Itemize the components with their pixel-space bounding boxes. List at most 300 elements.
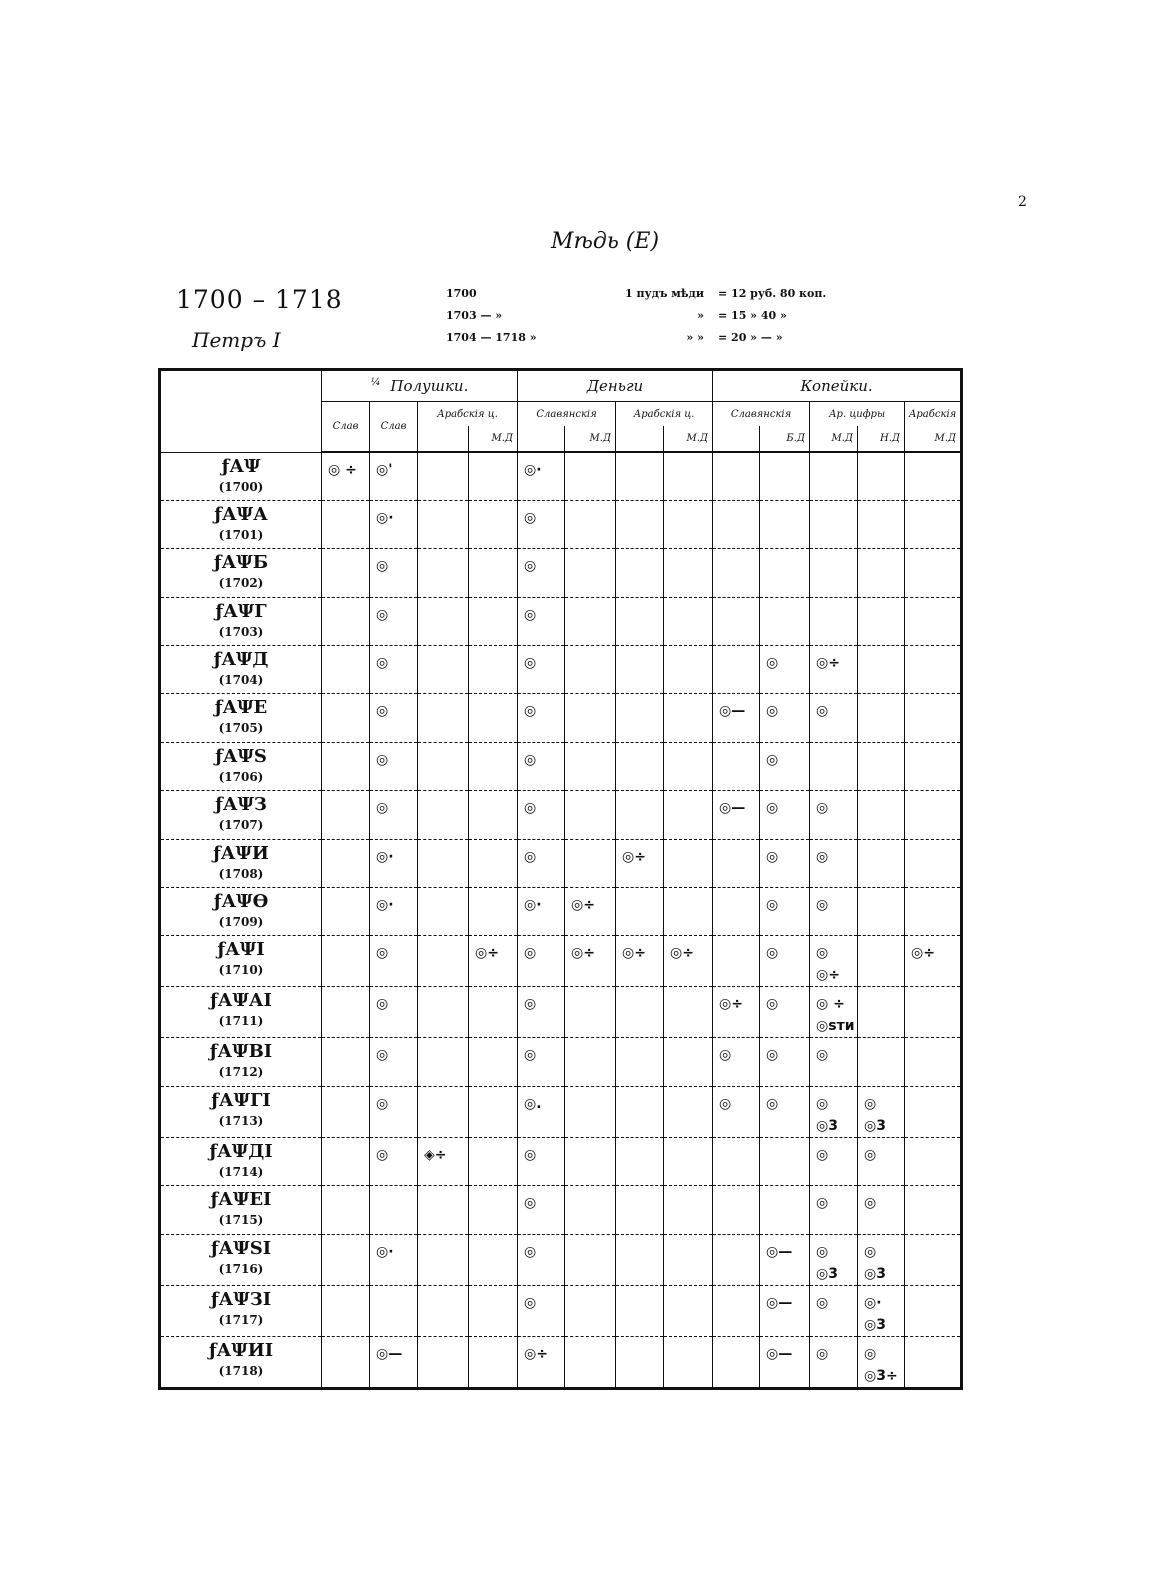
year-arabic: (1707) [218, 818, 264, 833]
coin-cell [322, 1038, 370, 1086]
coin-cell [616, 1137, 664, 1185]
coin-mark: ◎÷ [719, 996, 743, 1013]
coin-cell [810, 500, 858, 548]
coin-cell [760, 452, 810, 500]
legend-unit: » [697, 309, 704, 322]
year-slavonic: ƒАΨАІ [210, 990, 272, 1012]
coin-cell [565, 888, 616, 936]
subheader-dengi-arab-md: М.Д [664, 426, 713, 452]
coin-cell [905, 791, 962, 839]
coin-cell [418, 1186, 469, 1234]
coin-cell [905, 1234, 962, 1285]
coin-cell [616, 1038, 664, 1086]
year-slavonic: ƒАΨЕ [214, 697, 268, 719]
coin-cell [469, 646, 518, 694]
year-slavonic: ƒАΨБ [213, 552, 269, 574]
coin-cell [760, 1234, 810, 1285]
year-cell [160, 742, 322, 790]
year-cell [160, 791, 322, 839]
coin-mark: ◎ [766, 800, 779, 817]
coin-cell [810, 987, 858, 1038]
coin-mark: ◎— [766, 1243, 793, 1260]
year-arabic: (1710) [218, 963, 264, 978]
coin-cell [469, 1234, 518, 1285]
coin-mark: ◎ [524, 751, 537, 768]
coin-cell [565, 694, 616, 742]
coin-cell [858, 839, 905, 887]
coin-mark: ◎ [864, 1095, 877, 1112]
coin-cell [713, 1086, 760, 1137]
period-range: 1700 – 1718 [176, 285, 343, 314]
coin-cell [518, 791, 565, 839]
coin-cell [664, 549, 713, 597]
coin-cell [810, 1038, 858, 1086]
coin-mark: ◎— [376, 1345, 403, 1362]
coin-mark: ◎ [524, 1294, 537, 1311]
year-slavonic: ƒАΨИІ [208, 1339, 274, 1361]
coin-mark: ◎3 [864, 1117, 887, 1134]
coin-mark: ◎3 [864, 1316, 887, 1333]
coin-mark: ◎ [766, 945, 779, 962]
coin-cell [322, 1137, 370, 1185]
coin-cell [713, 1038, 760, 1086]
coin-cell [858, 1336, 905, 1388]
coin-mark: ◎ [816, 1047, 829, 1064]
coin-cell [713, 742, 760, 790]
coin-mark: ◎— [719, 703, 746, 720]
coin-mark: ◎÷ [670, 945, 694, 962]
coin-cell [370, 936, 418, 987]
coin-cell [322, 1086, 370, 1137]
coin-mark: ◎÷ [571, 897, 595, 914]
coin-cell [469, 987, 518, 1038]
coin-cell [760, 549, 810, 597]
table-row [160, 452, 962, 500]
coin-cell [760, 646, 810, 694]
coin-cell [322, 791, 370, 839]
coin-mark: ◎ [766, 996, 779, 1013]
coin-cell [518, 500, 565, 548]
coin-cell [760, 597, 810, 645]
coin-cell [664, 791, 713, 839]
coin-cell [322, 646, 370, 694]
coin-cell [713, 1234, 760, 1285]
year-arabic: (1709) [218, 915, 264, 930]
coin-cell [565, 646, 616, 694]
year-arabic: (1705) [218, 721, 264, 736]
table-row [160, 742, 962, 790]
coin-cell [469, 839, 518, 887]
coin-cell [565, 1285, 616, 1336]
year-cell [160, 839, 322, 887]
coin-cell [418, 646, 469, 694]
coin-cell [858, 1137, 905, 1185]
year-slavonic: ƒАΨѲ [213, 891, 269, 913]
coin-cell [905, 597, 962, 645]
legend-period: 1704 — 1718 » [446, 331, 537, 344]
coin-mark: ◎ [524, 996, 537, 1013]
coin-cell [616, 1086, 664, 1137]
coin-cell [664, 694, 713, 742]
coin-mark: ◎ [524, 945, 537, 962]
coin-cell [370, 500, 418, 548]
year-cell [160, 500, 322, 548]
coin-cell [322, 1186, 370, 1234]
coin-cell [858, 1285, 905, 1336]
year-arabic: (1706) [218, 769, 264, 784]
table-row [160, 1336, 962, 1388]
legend-value: = 12 руб. 80 коп. [718, 287, 827, 300]
coin-cell [518, 936, 565, 987]
table-body [160, 452, 962, 1388]
coin-mark: ◎ [376, 1095, 389, 1112]
coin-cell [760, 1285, 810, 1336]
coin-table [158, 368, 963, 1390]
coin-cell [518, 646, 565, 694]
table-row [160, 1285, 962, 1336]
coin-mark: ◎ [816, 897, 829, 914]
coin-mark: ◎· [376, 848, 394, 865]
coin-cell [616, 888, 664, 936]
coin-cell [518, 1038, 565, 1086]
coin-cell [858, 597, 905, 645]
coin-cell [905, 1137, 962, 1185]
coin-cell [810, 1137, 858, 1185]
table-header [160, 370, 962, 453]
coin-cell [469, 1038, 518, 1086]
coin-cell [713, 549, 760, 597]
coin-cell [713, 791, 760, 839]
coin-cell [565, 936, 616, 987]
coin-cell [858, 888, 905, 936]
coin-cell [905, 1086, 962, 1137]
coin-mark: ◎— [766, 1294, 793, 1311]
coin-cell [418, 1234, 469, 1285]
year-slavonic: ƒАΨЗ [215, 794, 267, 816]
coin-cell [565, 839, 616, 887]
coin-cell [418, 839, 469, 887]
coin-mark: ◎ [766, 1047, 779, 1064]
year-arabic: (1700) [218, 479, 264, 494]
coin-cell [518, 1336, 565, 1388]
table-row [160, 646, 962, 694]
table-row [160, 1086, 962, 1137]
coin-cell [905, 500, 962, 548]
coin-cell [518, 888, 565, 936]
year-arabic: (1702) [218, 576, 264, 591]
coin-cell [664, 1234, 713, 1285]
year-arabic: (1703) [218, 624, 264, 639]
coin-cell [518, 694, 565, 742]
table-row [160, 1038, 962, 1086]
coin-cell [565, 1336, 616, 1388]
table-row [160, 888, 962, 936]
coin-cell [565, 1038, 616, 1086]
coin-cell [469, 936, 518, 987]
coin-mark: ◎ [524, 558, 537, 575]
coin-cell [905, 1186, 962, 1234]
coin-cell [616, 1234, 664, 1285]
year-slavonic: ƒАΨЅІ [210, 1237, 272, 1259]
header-row-groups [160, 370, 962, 402]
coin-cell [664, 1086, 713, 1137]
coin-cell [616, 597, 664, 645]
year-cell [160, 646, 322, 694]
year-slavonic: ƒАΨЅ [215, 745, 267, 767]
coin-cell [810, 1336, 858, 1388]
coin-mark: ◎ [376, 606, 389, 623]
coin-cell [370, 1086, 418, 1137]
coin-cell [370, 646, 418, 694]
coin-cell [418, 888, 469, 936]
coin-cell [664, 1285, 713, 1336]
table-row [160, 839, 962, 887]
year-arabic: (1714) [218, 1164, 264, 1179]
subheader-c1: Слав [322, 402, 370, 453]
coin-cell [760, 791, 810, 839]
coin-cell [469, 1336, 518, 1388]
year-slavonic: ƒАΨІ [217, 939, 265, 961]
coin-mark: ◎ [766, 897, 779, 914]
year-slavonic: ƒАΨД [213, 649, 269, 671]
coin-mark: ◎÷ [571, 945, 595, 962]
subheader-c2: Слав [370, 402, 418, 453]
coin-cell [858, 936, 905, 987]
coin-cell [469, 500, 518, 548]
coin-cell [518, 549, 565, 597]
coin-cell [322, 549, 370, 597]
year-arabic: (1712) [218, 1065, 264, 1080]
coin-cell [418, 1086, 469, 1137]
coin-cell [810, 936, 858, 987]
year-cell [160, 1137, 322, 1185]
coin-cell [760, 1038, 810, 1086]
coin-mark: ◎ [376, 1047, 389, 1064]
coin-cell [810, 839, 858, 887]
table-row [160, 987, 962, 1038]
group-dengi [518, 370, 713, 402]
subheader-kop-arab2-md: М.Д [905, 426, 962, 452]
coin-cell [322, 452, 370, 500]
coin-cell [518, 1234, 565, 1285]
coin-mark: ◎ [864, 1195, 877, 1212]
coin-cell [858, 500, 905, 548]
coin-cell [905, 694, 962, 742]
legend-value: = 20 » — » [718, 331, 783, 344]
coin-cell [370, 452, 418, 500]
group-kopeiki-label: Копейки. [800, 377, 873, 395]
coin-cell [905, 1285, 962, 1336]
year-slavonic: ƒАΨЕІ [210, 1189, 272, 1211]
coin-mark: ◎3 [816, 1117, 839, 1134]
coin-cell [322, 694, 370, 742]
legend-row [446, 305, 866, 327]
coin-cell [370, 839, 418, 887]
legend [446, 283, 866, 349]
year-cell [160, 452, 322, 500]
coin-mark: ◎ [524, 1047, 537, 1064]
coin-cell [858, 1086, 905, 1137]
coin-cell [616, 500, 664, 548]
coin-mark: ◎' [376, 462, 393, 478]
coin-mark: ◎ [376, 655, 389, 672]
coin-mark: ◎ ÷ [816, 996, 845, 1013]
page-number: 2 [1018, 194, 1027, 210]
year-slavonic: ƒАΨДІ [209, 1140, 273, 1162]
coin-cell [905, 936, 962, 987]
coin-cell [810, 888, 858, 936]
coin-cell [565, 791, 616, 839]
coin-cell [713, 1336, 760, 1388]
group-polushki [322, 370, 518, 402]
coin-mark: ◎ ÷ [328, 462, 357, 478]
coin-mark: ◎· [376, 509, 394, 526]
coin-cell [518, 987, 565, 1038]
table-row [160, 549, 962, 597]
coin-cell [418, 1038, 469, 1086]
coin-cell [418, 500, 469, 548]
coin-cell [418, 597, 469, 645]
coin-cell [905, 888, 962, 936]
coin-mark: ◎ [524, 848, 537, 865]
year-cell [160, 597, 322, 645]
coin-cell [370, 742, 418, 790]
coin-cell [518, 1137, 565, 1185]
coin-cell [858, 646, 905, 694]
year-cell [160, 1186, 322, 1234]
coin-mark: ◎ [719, 1095, 732, 1112]
table-row [160, 1234, 962, 1285]
coin-mark: ◎ [864, 1146, 877, 1163]
coin-cell [810, 694, 858, 742]
coin-mark: ◎ [816, 1294, 829, 1311]
coin-cell [370, 1234, 418, 1285]
coin-mark: ◎ [524, 1195, 537, 1212]
year-cell [160, 1086, 322, 1137]
coin-cell [469, 742, 518, 790]
year-arabic: (1708) [218, 866, 264, 881]
coin-mark: ◎· [524, 462, 542, 478]
coin-cell [713, 1137, 760, 1185]
coin-cell [810, 1234, 858, 1285]
coin-cell [664, 742, 713, 790]
coin-cell [713, 936, 760, 987]
coin-cell [810, 1086, 858, 1137]
year-cell [160, 1234, 322, 1285]
coin-cell [905, 987, 962, 1038]
coin-mark: ◎ [719, 1047, 732, 1064]
coin-cell [858, 791, 905, 839]
page-title: Мѣдь (Е) [550, 229, 660, 254]
coin-mark: ◎ [524, 606, 537, 623]
coin-mark: ◎— [766, 1345, 793, 1362]
coin-cell [616, 1285, 664, 1336]
coin-cell [418, 742, 469, 790]
year-cell [160, 1285, 322, 1336]
coin-mark: ◎÷ [622, 848, 646, 865]
coin-cell [370, 597, 418, 645]
coin-cell [713, 1285, 760, 1336]
coin-cell [469, 1285, 518, 1336]
table-row [160, 694, 962, 742]
year-cell [160, 987, 322, 1038]
coin-cell [664, 597, 713, 645]
coin-cell [418, 452, 469, 500]
coin-cell [664, 646, 713, 694]
coin-cell [616, 791, 664, 839]
coin-cell [565, 742, 616, 790]
coin-cell [858, 1186, 905, 1234]
coin-cell [565, 452, 616, 500]
coin-cell [760, 1336, 810, 1388]
coin-cell [905, 1336, 962, 1388]
coin-cell [418, 1285, 469, 1336]
coin-cell [664, 1137, 713, 1185]
coin-mark: ◎÷ [816, 967, 840, 984]
coin-cell [616, 839, 664, 887]
coin-cell [518, 597, 565, 645]
coin-cell [565, 597, 616, 645]
year-header [160, 370, 322, 453]
coin-mark: ◈÷ [424, 1146, 447, 1163]
year-cell [160, 694, 322, 742]
coin-cell [713, 500, 760, 548]
coin-cell [469, 452, 518, 500]
coin-cell [469, 1086, 518, 1137]
coin-mark: ◎ [376, 558, 389, 575]
coin-mark: ◎ [376, 1146, 389, 1163]
coin-cell [616, 1336, 664, 1388]
year-cell [160, 936, 322, 987]
coin-cell [418, 791, 469, 839]
coin-mark: ◎ [376, 996, 389, 1013]
coin-mark: ◎ [524, 703, 537, 720]
coin-cell [418, 1137, 469, 1185]
coin-cell [469, 1137, 518, 1185]
coin-mark: ◎ [766, 1095, 779, 1112]
subheader-blank [518, 426, 565, 452]
coin-mark: ◎ [816, 1345, 829, 1362]
coin-cell [760, 1137, 810, 1185]
coin-mark: ◎ [376, 800, 389, 817]
coin-mark: ◎÷ [475, 945, 499, 962]
coin-mark: ◎ [524, 655, 537, 672]
coin-mark: ◎÷ [816, 655, 840, 672]
coin-cell [858, 742, 905, 790]
coin-cell [760, 500, 810, 548]
year-arabic: (1711) [218, 1014, 264, 1029]
coin-cell [418, 1336, 469, 1388]
coin-cell [518, 452, 565, 500]
coin-cell [322, 1285, 370, 1336]
coin-cell [760, 742, 810, 790]
coin-cell [664, 452, 713, 500]
coin-cell [418, 694, 469, 742]
coin-mark: ◎. [524, 1095, 542, 1112]
coin-cell [664, 888, 713, 936]
coin-cell [810, 1285, 858, 1336]
subheader-kop-arab: Ар. цифры [810, 402, 905, 427]
coin-mark: ◎ [766, 848, 779, 865]
legend-unit: 1 пудъ мѣди [625, 287, 704, 300]
subheader-blank [713, 426, 760, 452]
coin-cell [713, 452, 760, 500]
subheader-kop-arab-nd: Н.Д [858, 426, 905, 452]
coin-cell [616, 452, 664, 500]
coin-cell [760, 987, 810, 1038]
subheader-dengi-slav: Славянскія [518, 402, 616, 427]
coin-cell [616, 936, 664, 987]
